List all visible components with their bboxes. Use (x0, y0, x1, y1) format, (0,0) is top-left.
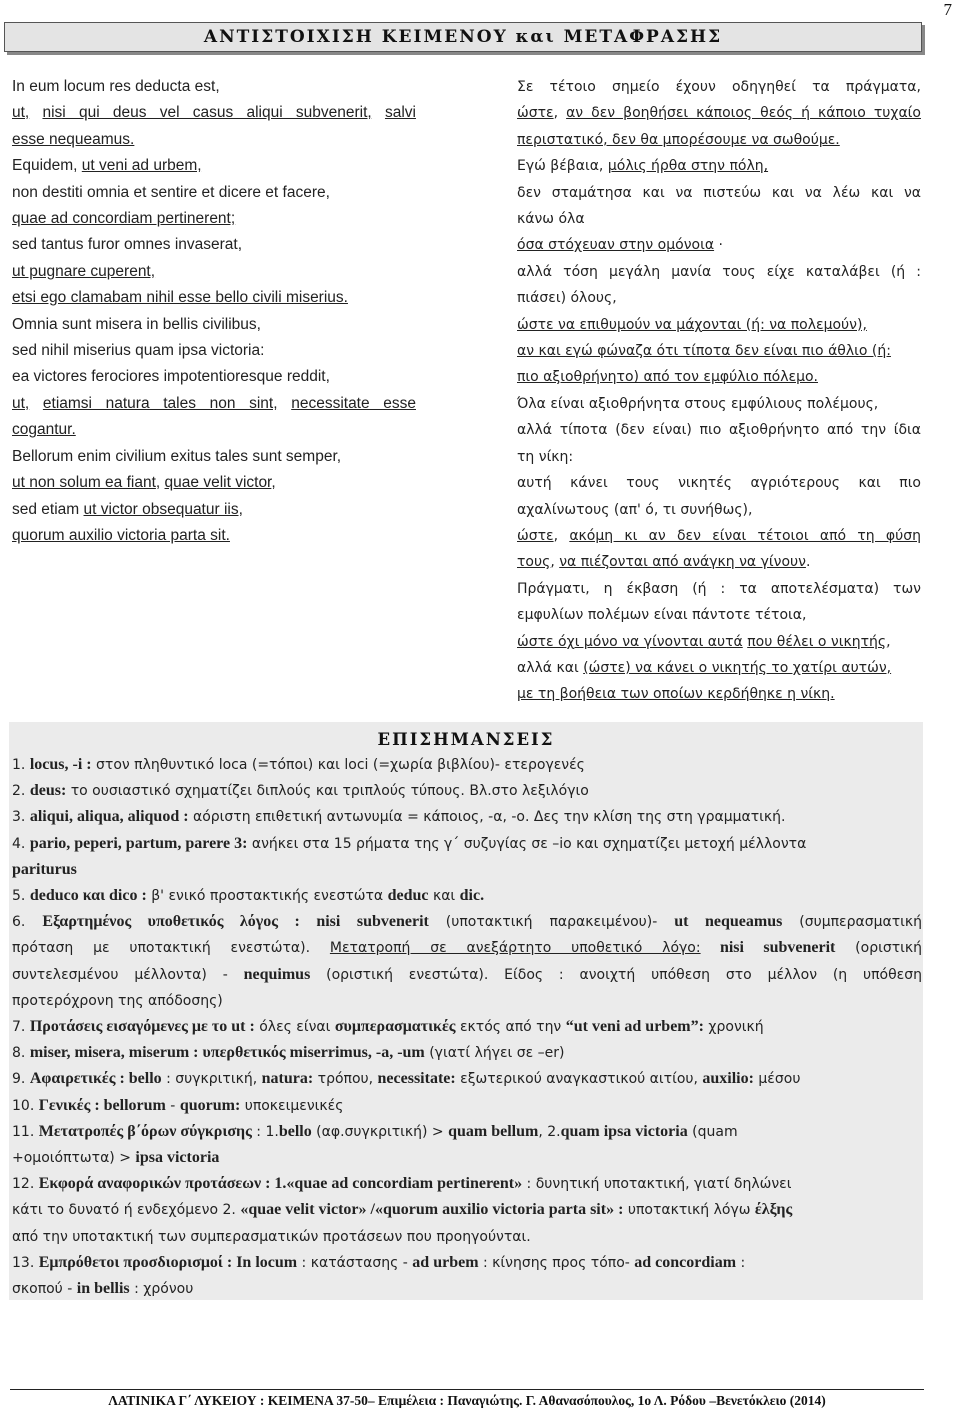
greek-line: ώστε να επιθυμούν να μάχονται (ή: να πολεμούν), (517, 316, 867, 333)
latin-line: Omnia sunt misera in bellis civilibus, (12, 315, 261, 333)
latin-line: Equidem, ut veni ad urbem, (12, 157, 202, 175)
latin-line: sed etiam ut victor obsequatur iis, (12, 500, 243, 518)
latin-line: quae ad concordiam pertinerent; (12, 210, 236, 228)
note-item-continuation: από την υποτακτική των συμπερασματικών προτάσεων που προηγούνται. (12, 1228, 531, 1245)
note-item-continuation: σκοπού - in bellis : χρόνου (12, 1280, 194, 1298)
greek-line: αλλά τόση μεγάλη μανία τους είχε καταλάβει (ή : (517, 263, 921, 280)
page-title: ΑΝΤΙΣΤΟΙΧΙΣΗ ΚΕΙΜΕΝΟΥ και ΜΕΤΑΦΡΑΣΗΣ (203, 27, 723, 47)
latin-line: In eum locum res deducta est, (12, 78, 220, 95)
latin-line: ut, nisi qui deus vel casus aliqui subvenerit, salvi (12, 104, 416, 122)
latin-line: ea victores ferociores impotentioresque reddit, (12, 368, 330, 386)
greek-line: περιστατικό, δεν θα μπορέσουμε να σωθούμε. (517, 131, 840, 148)
latin-line: non destiti omnia et sentire et dicere et facere, (12, 183, 330, 201)
greek-line: εμφυλίων πολέμων είναι πάντοτε τέτοια, (517, 607, 807, 624)
greek-line: τη νίκη: (517, 448, 574, 465)
note-item: 13. Εμπρόθετοι προσδιορισμοί : In locum : κατάστασης - ad urbem : κίνησης προς τόπο- ad concordiam : (12, 1253, 746, 1271)
notes-panel (9, 722, 923, 1300)
greek-line: τους, να πιέζονται από ανάγκη να γίνουν. (517, 554, 811, 571)
greek-line: αν και εγώ φώναζα ότι τίποτα δεν είναι πιο άθλιο (ή: (517, 343, 891, 360)
greek-line: ώστε, ακόμη κι αν δεν είναι τέτοιοι από τη φύση (517, 527, 921, 544)
greek-line: πιάσει) όλους, (517, 290, 617, 307)
greek-line: Εγώ βέβαια, μόλις ήρθα στην πόλη, (517, 158, 769, 175)
greek-translation-column (517, 74, 921, 708)
greek-line: αχαλίνωτους (απ' ό, τι συνήθως), (517, 501, 753, 518)
greek-line: δεν σταμάτησα και να πιστεύω και να λέω και να (517, 184, 921, 201)
greek-line: αλλά και (ώστε) να κάνει ο νικητής το χατίρι αυτών, (517, 659, 892, 676)
greek-line: Πράγματι, η έκβαση (ή : τα αποτελέσματα) των (517, 580, 921, 597)
latin-line: ut non solum ea fiant, quae velit victor, (12, 474, 276, 492)
latin-line: quorum auxilio victoria parta sit. (12, 526, 230, 544)
note-item: 9. Αφαιρετικές : bello : συγκριτική, natura: τρόπου, necessitate: εξωτερικού αναγκαστικού αιτίου, auxilio: μέσου (12, 1070, 801, 1088)
note-item-continuation: προτερόχρονη της απόδοσης) (12, 992, 223, 1009)
latin-line: sed tantus furor omnes invaserat, (12, 236, 243, 254)
greek-line: αλλά τίποτα (δεν είναι) πιο αξιοθρήνητο από την ίδια (517, 422, 921, 439)
note-item-continuation: +ομοιόπτωτα) > ipsa victoria (12, 1149, 220, 1167)
greek-line: ώστε όχι μόνο να γίνονται αυτά που θέλει ο νικητής, (517, 633, 891, 650)
latin-line: ut, etiamsi natura tales non sint, necessitate esse (12, 394, 416, 412)
note-item-continuation: συντελεσμένου μέλλοντα) - nequimus (οριστική ενεστώτα). Είδος : ανοιχτή υπόθεση στο μέλλον (η υπόθεση (12, 965, 922, 983)
greek-line: με τη βοήθεια των οποίων κερδήθηκε η νίκη. (517, 686, 835, 703)
note-item: 10. Γενικές : bellorum - quorum: υποκειμενικές (12, 1096, 344, 1114)
note-item-continuation: pariturus (12, 860, 77, 878)
note-item: 8. miser, misera, miserum : υπερθετικός miserrimus, -a, -um (γιατί λήγει σε –er) (12, 1044, 565, 1062)
note-item: 4. pario, peperi, partum, parere 3: ανήκει στα 15 ρήματα της γ΄ συζυγίας σε –io και σχηματίζει μετοχή μέλλοντα (12, 834, 807, 852)
notes-title: ΕΠΙΣΗΜΑΝΣΕΙΣ (377, 730, 555, 749)
greek-line: αυτή κάνει τους νικητές αγριότερους και πιο (517, 475, 921, 492)
note-item: 3. aliqui, aliqua, aliquod : αόριστη επιθετική αντωνυμία = κάποιος, -α, -ο. Δες την κλίση της στη γραμματική. (12, 808, 786, 826)
greek-line: ώστε, αν δεν βοηθήσει κάποιος θεός ή κάποιο τυχαίο (517, 105, 921, 122)
page-footer: ΛΑΤΙΝΙΚΑ Γ΄ ΛΥΚΕΙΟΥ : ΚΕΙΜΕΝΑ 37-50– Επιμέλεια : Παναγιώτης. Γ. Αθανασόπουλος, 1ο Λ. Ρόδου –Βενετόκλειο (2014) (108, 1393, 826, 1408)
note-item: 6. Εξαρτημένος υποθετικός λόγος : nisi subvenerit (υποτακτική παρακειμένου)- ut nequeamus (συμπερασματική (12, 913, 922, 931)
latin-line: etsi ego clamabam nihil esse bello civili miserius. (12, 289, 348, 307)
greek-line: όσα στόχευαν στην ομόνοια · (517, 237, 723, 254)
note-item-continuation: πρόταση με υποτακτική ενεστώτα). Μετατροπή σε ανεξάρτητο υποθετικό λόγο: nisi subvenerit (οριστική (12, 939, 922, 957)
note-item: 7. Προτάσεις εισαγόμενες με το ut : όλες είναι συμπερασματικές εκτός από την “ut veni ad urbem”: χρονική (12, 1018, 764, 1036)
notes-list (12, 752, 922, 1302)
note-item: 5. deduco και dico : β' ενικό προστακτικής ενεστώτα deduc και dic. (12, 887, 485, 905)
latin-line: ut pugnare cuperent, (12, 262, 156, 280)
greek-line: πιο αξιοθρήνητο) από τον εμφύλιο πόλεμο. (517, 369, 818, 386)
note-item: 12. Εκφορά αναφορικών προτάσεων : 1.«quae ad concordiam pertinerent» : δυνητική υποτακτική, γιατί δηλώνει (12, 1175, 792, 1193)
greek-line: κάνω όλα (517, 211, 585, 228)
note-item: 1. locus, -i : στον πληθυντικό loca (=τόποι) και loci (=χωρία βιβλίου)- ετερογενές (12, 756, 585, 773)
latin-line: sed nihil miserius quam ipsa victoria: (12, 342, 265, 360)
note-item: 11. Μετατροπές β΄όρων σύγκρισης : 1.bello (αφ.συγκριτική) > quam bellum, 2.quam ipsa victoria (quam (12, 1122, 738, 1140)
greek-line: Όλα είναι αξιοθρήνητα στους εμφύλιους πολέμους, (517, 395, 879, 412)
page-number: 7 (943, 0, 952, 19)
latin-text-column (12, 74, 416, 549)
header-banner (4, 22, 922, 52)
latin-line: esse nequeamus. (12, 130, 135, 148)
latin-line: Bellorum enim civilium exitus tales sunt semper, (12, 447, 342, 465)
note-item-continuation: κάτι το δυνατό ή ενδεχόμενο 2. «quae velit victor» /«quorum auxilio victoria parta sit» : υποτακτική λόγω έλξης (12, 1201, 793, 1219)
note-item: 2. deus: το ουσιαστικό σχηματίζει διπλούς και τριπλούς τύπους. Βλ.στο λεξιλόγιο (12, 782, 589, 800)
footer-divider (10, 1389, 924, 1390)
latin-line: cogantur. (12, 421, 76, 439)
greek-line: Σε τέτοιο σημείο έχουν οδηγηθεί τα πράγματα, (517, 79, 921, 95)
